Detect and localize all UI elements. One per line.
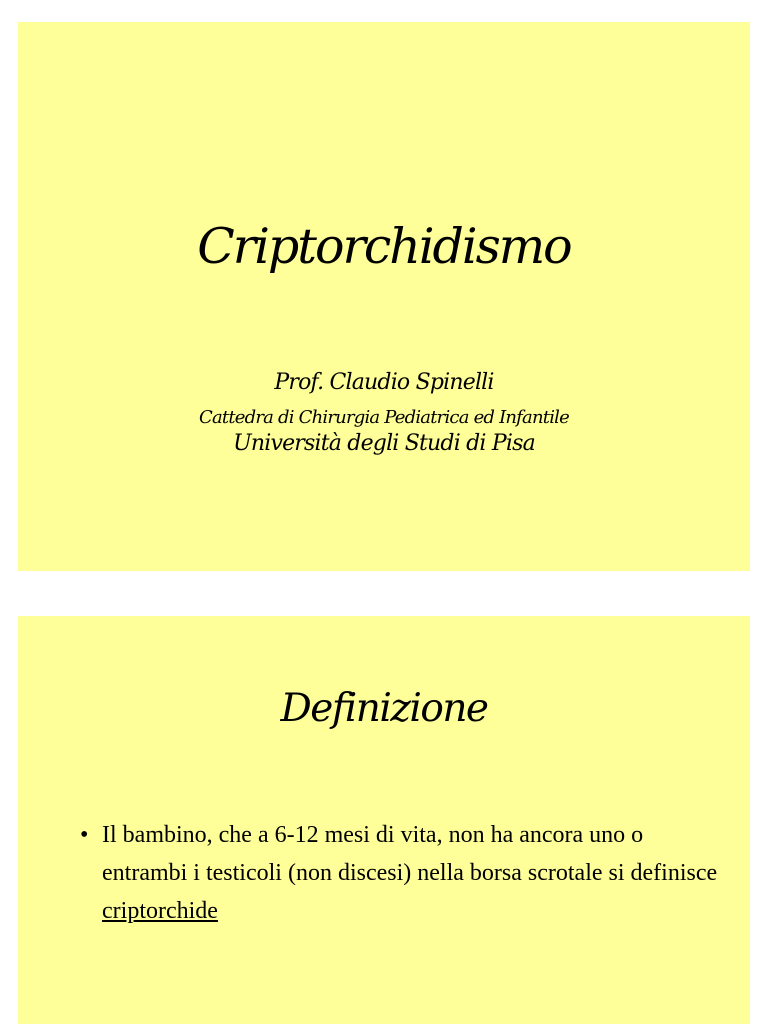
defined-term: criptorchide: [102, 898, 218, 924]
slide-title: Criptorchidismo: [197, 218, 571, 275]
bullet-list: [80, 816, 720, 930]
bullet-icon: •: [80, 822, 89, 848]
slide-title: Definizione: [280, 686, 488, 731]
university-name: Università degli Studi di Pisa: [233, 431, 535, 456]
definition-slide: [18, 616, 750, 1024]
list-item: [80, 816, 720, 930]
department-name: Cattedra di Chirurgia Pediatrica ed Infantile: [199, 407, 569, 428]
bullet-text: Il bambino, che a 6-12 mesi di vita, non ha ancora uno o entrambi i testicoli (non discesi) nella borsa scrotale si definisce: [102, 822, 718, 886]
author-name: Prof. Claudio Spinelli: [274, 370, 494, 395]
title-slide: [18, 22, 750, 571]
